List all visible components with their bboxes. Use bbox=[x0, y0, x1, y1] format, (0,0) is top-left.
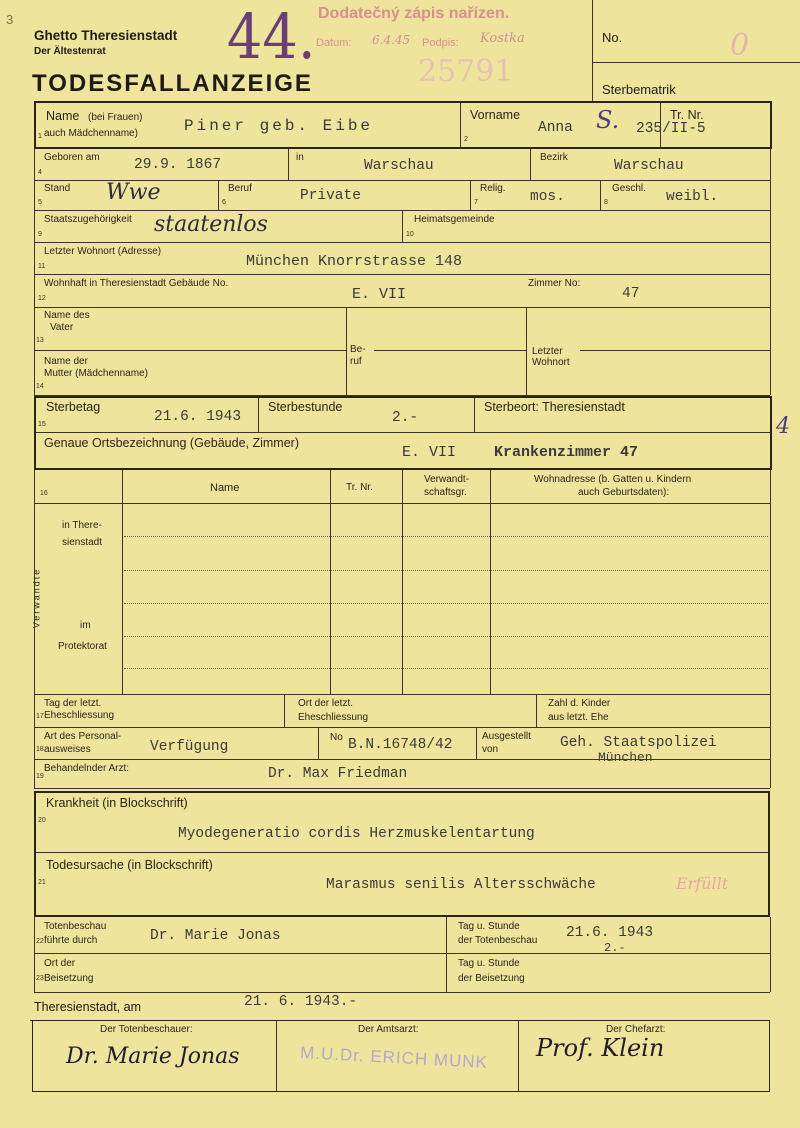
rule bbox=[122, 470, 123, 694]
in-theresienstadt-label-2: sienstadt bbox=[62, 537, 103, 548]
field-number: 17 bbox=[36, 713, 44, 720]
stamp-datum-value: 6.4.45 bbox=[372, 33, 411, 47]
rule bbox=[402, 210, 403, 242]
trnr-label: Tr. Nr. bbox=[670, 108, 704, 122]
staat-value: staatenlos bbox=[154, 212, 268, 237]
field-number: 22 bbox=[36, 938, 44, 945]
field-number: 19 bbox=[36, 773, 44, 780]
relig-label: Relig. bbox=[480, 183, 506, 194]
field-number: 16 bbox=[40, 490, 48, 497]
vater-label-2: Vater bbox=[50, 322, 74, 333]
trnr-value: 235/II-5 bbox=[636, 121, 706, 137]
sterbematrik-rule bbox=[592, 62, 800, 63]
relatives-side-label: Verwandte bbox=[31, 567, 42, 629]
rule bbox=[474, 398, 475, 432]
rule bbox=[518, 1020, 519, 1092]
ehe-tag-label-2: Eheschliessung bbox=[44, 710, 115, 721]
mutter-label-2: Mutter (Mädchenname) bbox=[44, 368, 148, 379]
stamp-datum-label: Datum: bbox=[316, 37, 352, 49]
stand-label: Stand bbox=[44, 183, 71, 194]
rule bbox=[34, 759, 770, 760]
name-value: Piner geb. Eibe bbox=[184, 117, 374, 135]
rule bbox=[288, 149, 289, 180]
rule bbox=[580, 350, 770, 351]
field-number: 6 bbox=[222, 199, 226, 206]
rule bbox=[470, 180, 471, 210]
amtsarzt-label: Der Amtsarzt: bbox=[358, 1024, 419, 1035]
rule bbox=[476, 727, 477, 759]
relig-value: mos. bbox=[530, 189, 565, 205]
rule bbox=[34, 350, 346, 351]
field-number: 2 bbox=[464, 136, 468, 143]
field-number: 9 bbox=[38, 231, 42, 238]
beisetzung-ort-label: Ort der bbox=[44, 958, 76, 969]
col-name: Name bbox=[210, 482, 240, 494]
rule bbox=[34, 470, 35, 788]
rule bbox=[374, 350, 526, 351]
ortsbez-label: Genaue Ortsbezeichnung (Gebäude, Zimmer) bbox=[44, 436, 299, 450]
amtsarzt-stamp: M.U.Dr. ERICH MUNK bbox=[299, 1043, 489, 1072]
field-number: 13 bbox=[36, 337, 44, 344]
rule bbox=[526, 307, 527, 395]
field-number: 21 bbox=[38, 879, 46, 886]
col-trnr: Tr. Nr. bbox=[346, 482, 373, 493]
corner-mark: 0 bbox=[730, 28, 750, 63]
name-label-sub: auch Mädchenname) bbox=[44, 128, 138, 139]
beruf2-label: Be- bbox=[350, 344, 366, 355]
vater-label: Name des bbox=[44, 310, 90, 321]
im-label: im bbox=[80, 620, 91, 631]
rule bbox=[36, 432, 770, 433]
sterbestunde-value: 2.- bbox=[392, 410, 419, 426]
ausweis-no-label: No bbox=[330, 732, 343, 743]
rule bbox=[36, 852, 768, 853]
field-number: 15 bbox=[38, 421, 46, 428]
beisetzung-tag-label: Tag u. Stunde bbox=[458, 958, 520, 969]
geboren-label: Geboren am bbox=[44, 152, 100, 163]
dotted-line bbox=[124, 536, 768, 537]
geschl-label: Geschl. bbox=[612, 183, 646, 194]
zimmer-value: 47 bbox=[622, 286, 640, 302]
ursache-label: Todesursache (in Blockschrift) bbox=[46, 858, 213, 872]
rule bbox=[34, 727, 770, 728]
rule bbox=[34, 953, 770, 954]
rule bbox=[490, 470, 491, 694]
ehe-ort-label: Ort der letzt. bbox=[298, 698, 354, 709]
ausweis-art-label: Art des Personal- bbox=[44, 731, 122, 742]
geboren-value: 29.9. 1867 bbox=[134, 157, 222, 173]
dotted-line bbox=[124, 570, 768, 571]
ausweis-no-value: B.N.16748/42 bbox=[348, 737, 453, 753]
rule bbox=[276, 1020, 277, 1092]
rule bbox=[460, 103, 461, 147]
vorname-label: Vorname bbox=[470, 108, 521, 122]
beruf2-label-2: ruf bbox=[350, 356, 362, 367]
place-date-value: 21. 6. 1943.- bbox=[244, 994, 358, 1010]
totenbeschauer-label: Der Totenbeschauer: bbox=[100, 1024, 193, 1035]
col-wohn: Wohnadresse (b. Gatten u. Kindern bbox=[534, 474, 692, 485]
field-number: 18 bbox=[36, 746, 44, 753]
totenbeschau-label-2: führte durch bbox=[44, 935, 98, 946]
ursache-value: Marasmus senilis Altersschwäche bbox=[326, 877, 596, 893]
arzt-label: Behandelnder Arzt: bbox=[44, 763, 130, 774]
heimat-label: Heimatsgemeinde bbox=[414, 214, 495, 225]
tagstunde-value-2: 2.- bbox=[604, 941, 626, 955]
rule bbox=[446, 917, 447, 992]
dotted-line bbox=[124, 636, 768, 637]
stamp-podpis-label: Podpis: bbox=[422, 37, 459, 49]
beisetzung-ort-label-2: Beisetzung bbox=[44, 973, 94, 984]
ausgestellt-label: Ausgestellt bbox=[482, 731, 531, 742]
sterbestunde-label: Sterbestunde bbox=[268, 400, 343, 414]
tagstunde-label: Tag u. Stunde bbox=[458, 921, 520, 932]
wohnhaft-label: Wohnhaft in Theresienstadt Gebäude No. bbox=[44, 278, 229, 289]
rule bbox=[34, 307, 770, 308]
sterbetag-label: Sterbetag bbox=[46, 400, 101, 414]
in-theresienstadt-label: in There- bbox=[62, 520, 102, 531]
wohnort-label: Letzter Wohnort (Adresse) bbox=[44, 246, 162, 257]
col-wohn-2: auch Geburtsdaten): bbox=[578, 487, 670, 498]
dotted-line bbox=[124, 668, 768, 669]
col-verw-2: schaftsgr. bbox=[424, 487, 467, 498]
bezirk-value: Warschau bbox=[614, 158, 684, 174]
ausgestellt-value-2: München bbox=[598, 750, 653, 765]
addendum-stamp: Dodatečný zápis nařízen. bbox=[318, 5, 510, 22]
stamp-big-number: 25791 bbox=[418, 54, 514, 89]
field-number: 1 bbox=[38, 133, 42, 140]
letzter-label: Letzter bbox=[532, 346, 563, 357]
rule bbox=[258, 398, 259, 432]
vorname-value: Anna bbox=[538, 120, 573, 136]
no-label: No. bbox=[602, 30, 623, 45]
wohnort-value: München Knorrstrasse 148 bbox=[246, 253, 463, 270]
ausgestellt-value: Geh. Staatspolizei bbox=[560, 735, 717, 751]
field-number: 10 bbox=[406, 231, 414, 238]
arzt-value: Dr. Max Friedman bbox=[268, 766, 408, 782]
rule bbox=[770, 470, 771, 788]
krankheit-value: Myodegeneratio cordis Herzmuskelentartung bbox=[178, 826, 535, 842]
in-label: in bbox=[296, 152, 304, 163]
sterbematrik-label: Sterbematrik bbox=[602, 82, 676, 97]
rule bbox=[770, 149, 771, 395]
place-date-label: Theresienstadt, am bbox=[34, 1000, 141, 1014]
rule bbox=[402, 470, 403, 694]
field-number: 14 bbox=[36, 383, 44, 390]
ortsbez-value-building: E. VII bbox=[402, 444, 457, 461]
rule bbox=[770, 917, 771, 992]
wohnhaft-value: E. VII bbox=[352, 286, 407, 303]
form-title: TODESFALLANZEIGE bbox=[32, 70, 313, 97]
field-number: 8 bbox=[604, 199, 608, 206]
rule bbox=[600, 180, 601, 210]
field-number: 23 bbox=[36, 975, 44, 982]
sterbetag-value: 21.6. 1943 bbox=[154, 409, 242, 425]
ausgestellt-label-2: von bbox=[482, 744, 499, 755]
ausweis-art-value: Verfügung bbox=[150, 739, 229, 755]
beruf-value: Private bbox=[300, 188, 361, 204]
org-council: Der Ältestenrat bbox=[34, 46, 106, 57]
in-value: Warschau bbox=[364, 158, 434, 174]
ortsbez-value-room: Krankenzimmer 47 bbox=[494, 444, 639, 461]
field-number: 5 bbox=[38, 199, 42, 206]
rule bbox=[34, 274, 770, 275]
field-number: 20 bbox=[38, 817, 46, 824]
ausweis-art-label-2: ausweises bbox=[44, 744, 91, 755]
beruf-label: Beruf bbox=[228, 183, 252, 194]
kinder-label-2: aus letzt. Ehe bbox=[548, 712, 609, 723]
totenbeschau-value: Dr. Marie Jonas bbox=[150, 928, 281, 944]
rule bbox=[34, 149, 35, 395]
rule bbox=[318, 727, 319, 759]
ehe-tag-label: Tag der letzt. bbox=[44, 698, 102, 709]
field-number: 4 bbox=[38, 169, 42, 176]
rule bbox=[34, 917, 35, 992]
sheet-number: 3 bbox=[6, 12, 14, 27]
tagstunde-value: 21.6. 1943 bbox=[566, 925, 654, 941]
col-verw: Verwandt- bbox=[424, 474, 470, 485]
field-number: 12 bbox=[38, 295, 46, 302]
name-label: Name bbox=[46, 109, 80, 123]
krankheit-label: Krankheit (in Blockschrift) bbox=[46, 796, 188, 810]
sterbeort-label: Sterbeort: Theresienstadt bbox=[484, 400, 625, 414]
kinder-label: Zahl d. Kinder bbox=[548, 698, 611, 709]
rule bbox=[530, 149, 531, 180]
chefarzt-signature: Prof. Klein bbox=[536, 1034, 665, 1062]
zimmer-label: Zimmer No: bbox=[528, 278, 581, 289]
vorname-hand: S. bbox=[596, 106, 620, 134]
dotted-line bbox=[124, 603, 768, 604]
mutter-label: Name der bbox=[44, 356, 88, 367]
rule bbox=[346, 307, 347, 395]
handwritten-number: 44. bbox=[226, 0, 316, 73]
ehe-ort-label-2: Eheschliessung bbox=[298, 712, 369, 723]
bezirk-label: Bezirk bbox=[540, 152, 568, 163]
rule bbox=[218, 180, 219, 210]
margin-mark: 4 bbox=[776, 414, 790, 439]
header-divider bbox=[592, 0, 593, 102]
red-stamp: Erfüllt bbox=[676, 874, 729, 893]
field-number: 7 bbox=[474, 199, 478, 206]
protektorat-label: Protektorat bbox=[58, 641, 107, 652]
rule bbox=[34, 992, 770, 993]
totenbeschau-label: Totenbeschau bbox=[44, 921, 107, 932]
letzter-label-2: Wohnort bbox=[532, 357, 570, 368]
name-label-note: (bei Frauen) bbox=[88, 112, 143, 123]
beisetzung-tag-label-2: der Beisetzung bbox=[458, 973, 525, 984]
stand-value: Wwe bbox=[106, 180, 161, 205]
rule bbox=[34, 694, 770, 695]
field-number: 11 bbox=[38, 263, 46, 270]
rule bbox=[330, 470, 331, 694]
tagstunde-label-2: der Totenbeschau bbox=[458, 935, 538, 946]
rule bbox=[34, 788, 770, 789]
staat-label: Staatszugehörigkeit bbox=[44, 214, 132, 225]
rule bbox=[536, 694, 537, 727]
geschl-value: weibl. bbox=[666, 189, 719, 205]
totenbeschauer-signature: Dr. Marie Jonas bbox=[66, 1044, 240, 1069]
rule bbox=[34, 242, 770, 243]
rule bbox=[284, 694, 285, 727]
org-name: Ghetto Theresienstadt bbox=[34, 28, 178, 43]
stamp-podpis-value: Kostka bbox=[480, 31, 525, 46]
chefarzt-label: Der Chefarzt: bbox=[606, 1024, 666, 1035]
